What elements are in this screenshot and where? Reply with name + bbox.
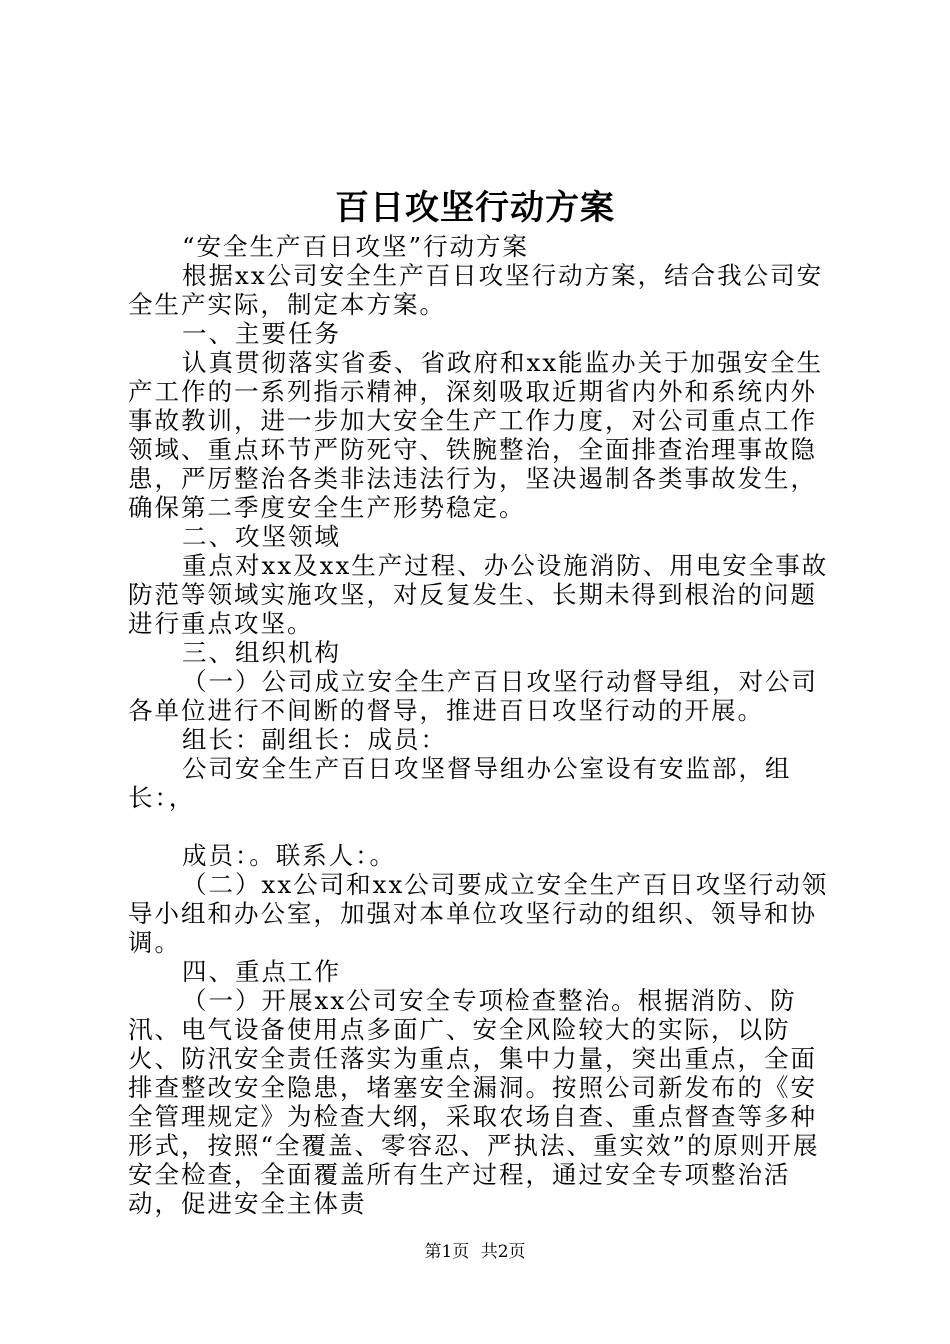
page-number: 第1页 [424, 1242, 470, 1262]
page-footer [0, 1240, 950, 1264]
intro-paragraph: 根据xx公司安全生产百日攻坚行动方案，结合我公司安全生产实际，制定本方案。 [128, 261, 824, 319]
section-1-paragraph: 认真贯彻落实省委、省政府和xx能监办关于加强安全生产工作的一系列指示精神，深刻吸取近期省内外和系统内外事故教训，进一步加大安全生产工作力度，对公司重点工作领域、重点环节严防死守、铁腕整治，全面排查治理事故隐患，严厉整治各类非法违法行为，坚决遏制各类事故发生，确保第二季度安全生产形势稳定。 [128, 348, 824, 522]
section-3-paragraph-1: （一）公司成立安全生产百日攻坚行动督导组，对公司各单位进行不间断的督导，推进百日攻坚行动的开展。 [128, 667, 818, 725]
document-subtitle: “安全生产百日攻坚”行动方案 [182, 232, 530, 261]
section-heading-2: 二、攻坚领域 [182, 522, 341, 551]
section-3-office: 公司安全生产百日攻坚督导组办公室设有安监部，组长：， [128, 754, 792, 812]
section-heading-3: 三、组织机构 [182, 638, 341, 667]
page-total: 共2页 [480, 1242, 526, 1262]
document-title: 百日攻坚行动方案 [335, 188, 615, 228]
section-heading-4: 四、重点工作 [182, 957, 341, 986]
document-body [128, 232, 833, 1218]
section-4-paragraph-1: （一）开展xx公司安全专项检查整治。根据消防、防汛、电气设备使用点多面广、安全风险较大的实际，以防火、防汛安全责任落实为重点，集中力量，突出重点，全面排查整改安全隐患，堵塞安全漏洞。按照公司新发布的《安全管理规定》为检查大纲，采取农场自查、重点督查等多种形式，按照“全覆盖、零容忍、严执法、重实效”的原则开展安全检查，全面覆盖所有生产过程，通过安全专项整治活动，促进安全主体责 [128, 986, 820, 1218]
section-3-paragraph-2: （二）xx公司和xx公司要成立安全生产百日攻坚行动领导小组和办公室，加强对本单位攻坚行动的组织、领导和协调。 [128, 870, 829, 957]
section-3-members: 成员：。联系人：。 [182, 841, 396, 870]
section-3-roles: 组长：副组长：成员： [182, 725, 447, 754]
section-heading-1: 一、主要任务 [182, 319, 341, 348]
section-2-paragraph: 重点对xx及xx生产过程、办公设施消防、用电安全事故防范等领域实施攻坚，对反复发生、长期未得到根治的问题进行重点攻坚。 [128, 551, 829, 638]
paragraph-gap [128, 812, 833, 841]
